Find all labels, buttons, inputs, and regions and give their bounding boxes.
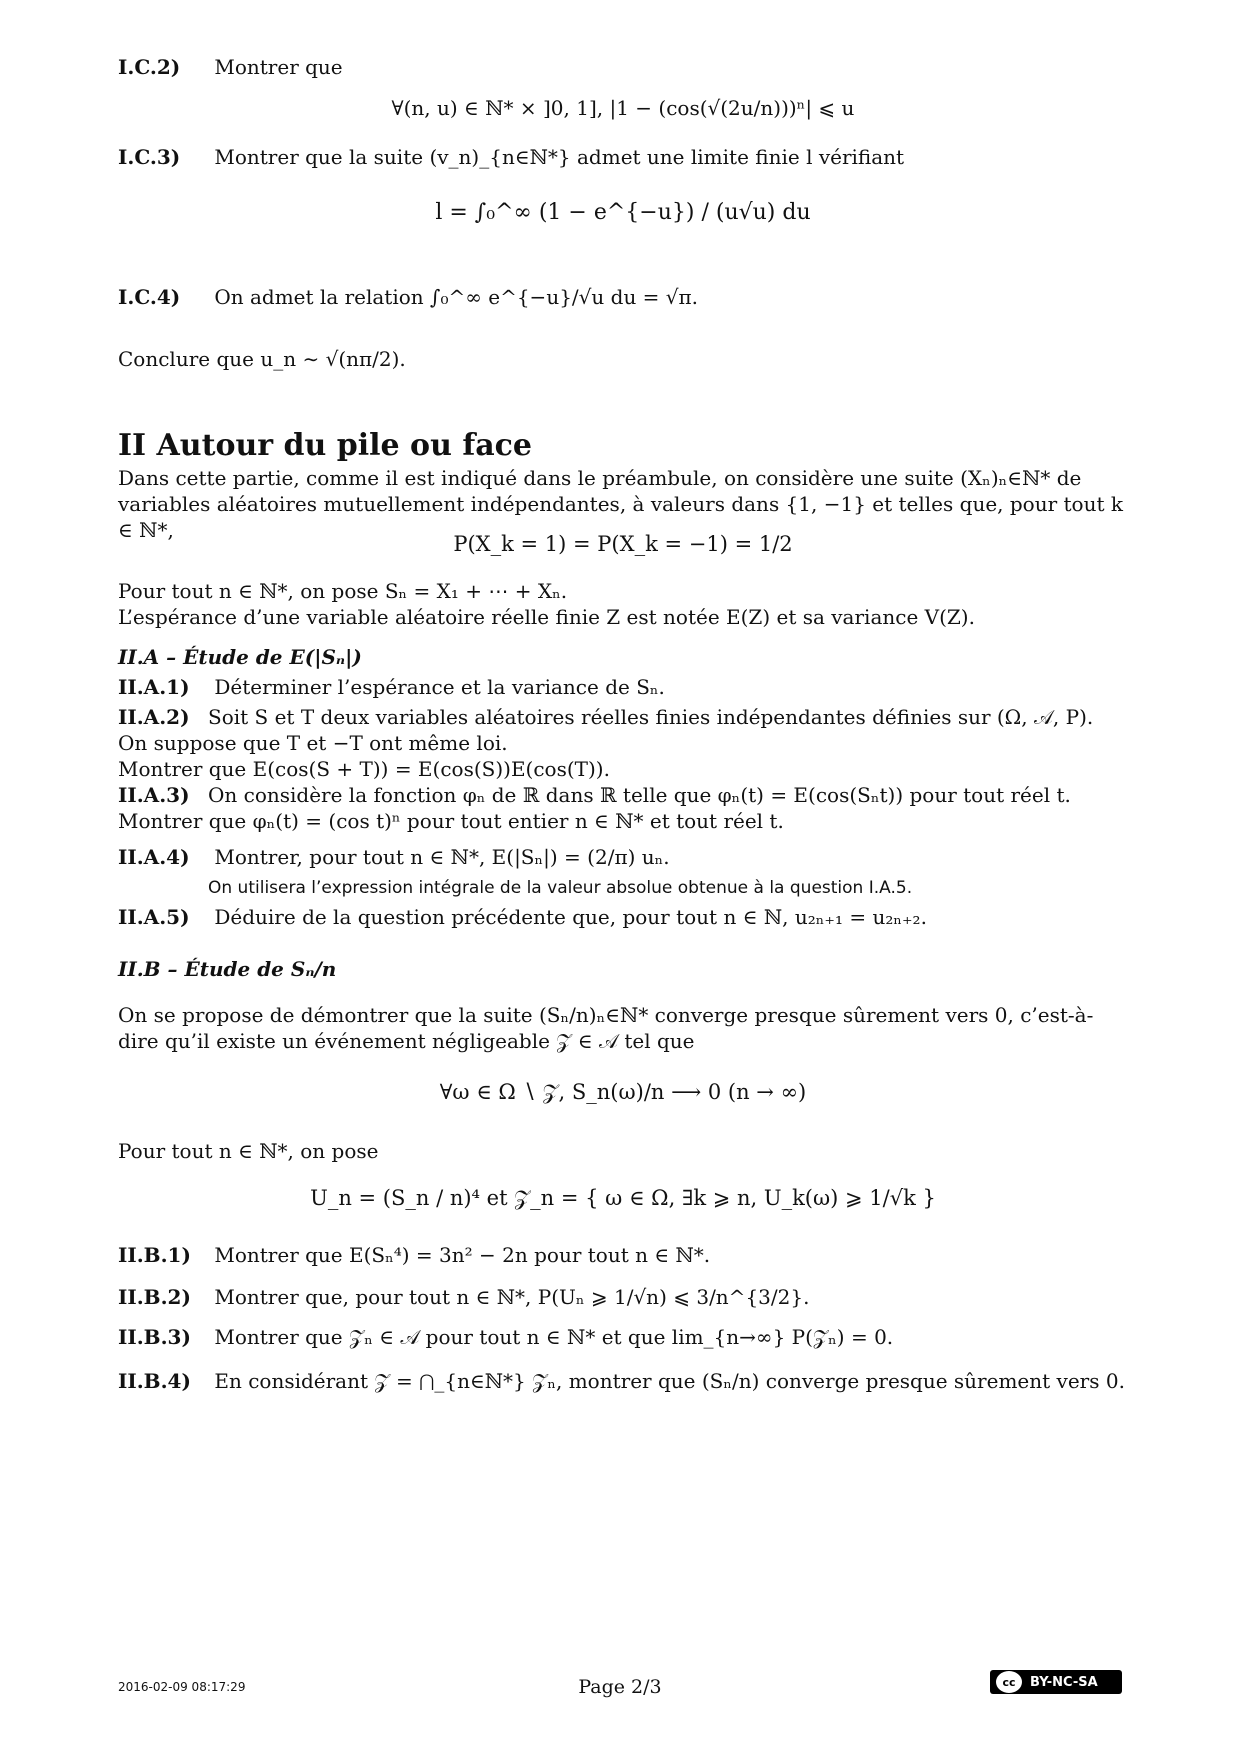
question-iia5	[118, 904, 1128, 930]
question-text: Montrer que E(Sₙ⁴) = 3n² − 2n pour tout n ∈ ℕ*.	[214, 1243, 711, 1267]
license-badge[interactable]	[990, 1670, 1122, 1694]
question-iib3	[118, 1324, 1128, 1350]
question-text: Montrer que la suite (v_n)_{n∈ℕ*} admet une limite finie l vérifiant	[214, 145, 905, 169]
question-text: Déduire de la question précédente que, pour tout n ∈ ℕ, u₂ₙ₊₁ = u₂ₙ₊₂.	[214, 905, 927, 929]
creative-commons-icon: cc	[996, 1671, 1022, 1693]
question-text: On admet la relation ∫₀^∞ e^{−u}/√u du = √π.	[214, 285, 699, 309]
heading-iia: II.A – Étude de E(|Sₙ|)	[118, 645, 362, 669]
question-label: I.C.3)	[118, 145, 181, 169]
question-label: I.C.4)	[118, 285, 181, 309]
question-text: On considère la fonction φₙ de ℝ dans ℝ telle que φₙ(t) = E(cos(Sₙt)) pour tout réel t.	[208, 783, 1071, 807]
section-intro: Dans cette partie, comme il est indiqué dans le préambule, on considère une suite (Xₙ)ₙ∈ℕ* de variables aléatoires mutuellement indépendantes, à valeurs dans {1, −1} et telles que, pour tout k ∈ ℕ*,	[118, 466, 1123, 542]
formula-convergence: ∀ω ∈ Ω ∖ 𝒵, S_n(ω)/n ⟶ 0 (n → ∞)	[439, 1080, 807, 1104]
formula-ic3: l = ∫₀^∞ (1 − e^{−u}) / (u√u) du	[435, 200, 811, 225]
section-esperance: L’espérance d’une variable aléatoire réelle finie Z est notée E(Z) et sa variance V(Z).	[118, 605, 975, 629]
question-text: Montrer, pour tout n ∈ ℕ*, E(|Sₙ|) = (2/π) uₙ.	[214, 845, 670, 869]
section-pose: Pour tout n ∈ ℕ*, on pose Sₙ = X₁ + ⋯ + Xₙ.	[118, 579, 568, 603]
question-ic3	[118, 144, 1128, 170]
heading-iib: II.B – Étude de Sₙ/n	[118, 957, 337, 981]
conclusion-ic4	[118, 346, 1128, 372]
question-label: II.A.5)	[118, 905, 190, 929]
question-text: En considérant 𝒵 = ⋂_{n∈ℕ*} 𝒵ₙ, montrer que (Sₙ/n) converge presque sûrement vers 0.	[214, 1369, 1125, 1393]
question-label: II.B.1)	[118, 1243, 191, 1267]
question-label: I.C.2)	[118, 55, 181, 79]
question-label: II.B.2)	[118, 1285, 191, 1309]
question-iia2-b: Montrer que E(cos(S + T)) = E(cos(S))E(cos(T)).	[118, 757, 610, 781]
question-text: Conclure que u_n ∼ √(nπ/2).	[118, 347, 406, 371]
question-text: Soit S et T deux variables aléatoires réelles finies indépendantes définies sur (Ω, 𝒜, P). On suppose que T et −T ont même loi.	[118, 705, 1094, 755]
question-iib2	[118, 1284, 1128, 1310]
formula-ic2: ∀(n, u) ∈ ℕ* × ]0, 1], |1 − (cos(√(2u/n)))ⁿ| ⩽ u	[391, 96, 855, 120]
question-label: II.A.3)	[118, 783, 190, 807]
question-iia3	[118, 782, 1128, 808]
question-label: II.A.1)	[118, 675, 190, 699]
question-iib1	[118, 1242, 1128, 1268]
question-label: II.A.2)	[118, 705, 190, 729]
page-number: Page 2/3	[578, 1676, 662, 1698]
document-page	[118, 0, 1128, 1754]
question-iia1	[118, 674, 1128, 700]
question-iia3-b: Montrer que φₙ(t) = (cos t)ⁿ pour tout entier n ∈ ℕ* et tout réel t.	[118, 809, 784, 833]
footer-date: 2016-02-09 08:17:29	[118, 1680, 246, 1694]
question-text: Montrer que	[214, 55, 343, 79]
question-iia4	[118, 844, 1128, 870]
iib-intro: On se propose de démontrer que la suite (Sₙ/n)ₙ∈ℕ* converge presque sûrement vers 0, c’est-à-dire qu’il existe un événement négligeable 𝒵 ∈ 𝒜 tel que	[118, 1003, 1094, 1053]
question-ic4	[118, 284, 1128, 310]
question-iib4	[118, 1368, 1128, 1394]
question-text: Montrer que 𝒵ₙ ∈ 𝒜 pour tout n ∈ ℕ* et que lim_{n→∞} P(𝒵ₙ) = 0.	[214, 1325, 894, 1349]
iib-pose: Pour tout n ∈ ℕ*, on pose	[118, 1139, 379, 1163]
question-text: Déterminer l’espérance et la variance de Sₙ.	[214, 675, 665, 699]
question-label: II.B.3)	[118, 1325, 191, 1349]
hint-iia4: On utilisera l’expression intégrale de la valeur absolue obtenue à la question I.A.5.	[208, 878, 913, 898]
license-text: BY-NC-SA	[1030, 1674, 1098, 1690]
formula-un: U_n = (S_n / n)⁴ et 𝒵_n = { ω ∈ Ω, ∃k ⩾ n, U_k(ω) ⩾ 1/√k }	[310, 1186, 936, 1210]
question-ic2	[118, 54, 1128, 80]
question-label: II.A.4)	[118, 845, 190, 869]
question-iia2	[118, 704, 1128, 756]
section-title: II Autour du pile ou face	[118, 428, 533, 463]
formula-p: P(X_k = 1) = P(X_k = −1) = 1/2	[453, 532, 793, 556]
question-label: II.B.4)	[118, 1369, 191, 1393]
question-text: Montrer que, pour tout n ∈ ℕ*, P(Uₙ ⩾ 1/√n) ⩽ 3/n^{3/2}.	[214, 1285, 810, 1309]
